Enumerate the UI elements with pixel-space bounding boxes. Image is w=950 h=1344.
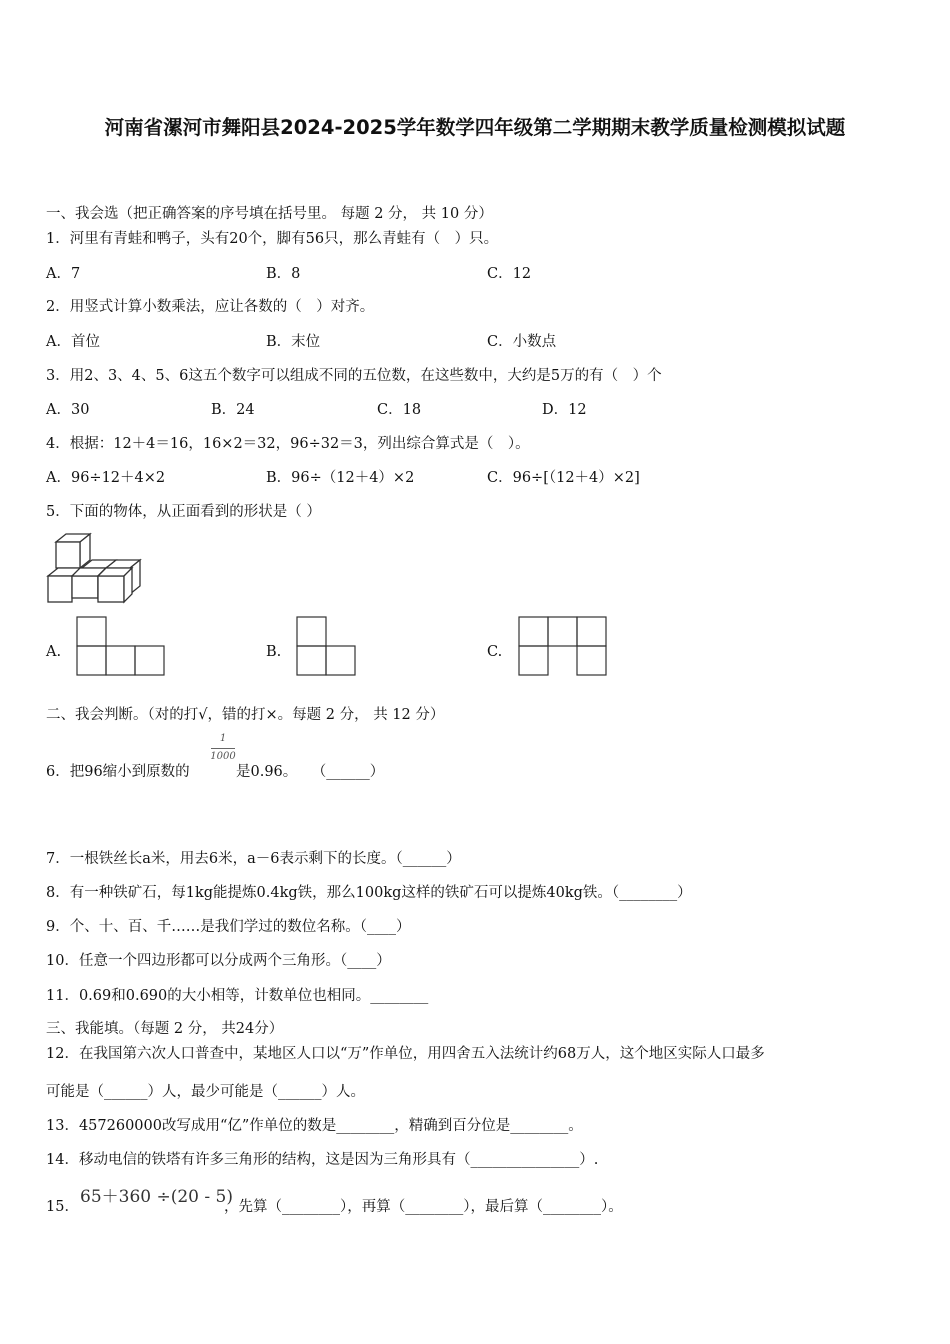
q3-option-c: C．18 bbox=[377, 402, 422, 418]
question-12-line-1: 12．在我国第六次人口普查中，某地区人口以“万”作单位，用四舍五入法统计约68万人，这个地区实际人口最多 bbox=[46, 1046, 765, 1062]
section-3-header: 三、我能填。（每题 2 分， 共24分） bbox=[46, 1021, 284, 1037]
question-13: 13．457260000改写成用“亿”作单位的数是________，精确到百分位是________。 bbox=[46, 1118, 583, 1134]
question-5: 5．下面的物体，从正面看到的形状是（ ） bbox=[46, 504, 321, 520]
question-2: 2．用竖式计算小数乘法，应让各数的（ ）对齐。 bbox=[46, 299, 375, 315]
question-15-rest: ，先算（________），再算（________），最后算（________）。 bbox=[224, 1199, 623, 1215]
q2-option-a: A．首位 bbox=[46, 334, 100, 350]
section-1-header: 一、我会选（把正确答案的序号填在括号里。 每题 2 分， 共 10 分） bbox=[46, 206, 493, 222]
section-2-header: 二、我会判断。（对的打√，错的打×。每题 2 分， 共 12 分） bbox=[46, 707, 445, 723]
page-title: 河南省漯河市舞阳县2024-2025学年数学四年级第二学期期末教学质量检测模拟试题 bbox=[104, 116, 846, 139]
q5-shape-b bbox=[296, 616, 358, 678]
question-15-expression: 65＋360 ÷(20 - 5) bbox=[80, 1187, 233, 1207]
q4-option-a: A．96÷12＋4×2 bbox=[46, 470, 166, 486]
question-9: 9．个、十、百、千……是我们学过的数位名称。（____） bbox=[46, 919, 411, 935]
question-14: 14．移动电信的铁塔有许多三角形的结构，这是因为三角形具有（_______________）. bbox=[46, 1152, 599, 1168]
question-6-prefix: 6．把96缩小到原数的 bbox=[46, 764, 190, 780]
q1-option-c: C．12 bbox=[487, 266, 532, 282]
question-7: 7．一根铁丝长a米，用去6米，a－6表示剩下的长度。（______） bbox=[46, 851, 461, 867]
q4-option-c: C．96÷[（12＋4）×2] bbox=[487, 470, 640, 486]
q2-option-b: B．末位 bbox=[266, 334, 321, 350]
q3-option-b: B．24 bbox=[211, 402, 255, 418]
question-4: 4．根据：12＋4＝16，16×2＝32，96÷32＝3，列出综合算式是（ ）。 bbox=[46, 436, 530, 452]
q5-option-c: C. bbox=[487, 644, 503, 660]
question-10: 10．任意一个四边形都可以分成两个三角形。（____） bbox=[46, 953, 391, 969]
fraction-numerator: 1 bbox=[219, 733, 227, 744]
question-6-suffix: 是0.96。 （______） bbox=[236, 764, 385, 780]
question-3: 3．用2、3、4、5、6这五个数字可以组成不同的五位数，在这些数中，大约是5万的有（ ）个 bbox=[46, 368, 662, 384]
q1-option-b: B．8 bbox=[266, 266, 301, 282]
q5-shape-c bbox=[518, 616, 608, 678]
question-15-number: 15． bbox=[46, 1199, 79, 1215]
q5-option-a: A. bbox=[46, 644, 62, 660]
q5-shape-a bbox=[76, 616, 166, 678]
fraction-denominator: 1000 bbox=[210, 751, 236, 762]
q5-option-b: B. bbox=[266, 644, 282, 660]
q3-option-a: A．30 bbox=[46, 402, 90, 418]
cube-stack-figure bbox=[46, 532, 146, 607]
q2-option-c: C．小数点 bbox=[487, 334, 557, 350]
q4-option-b: B．96÷（12＋4）×2 bbox=[266, 470, 415, 486]
fraction-bar bbox=[211, 748, 235, 749]
question-12-line-2: 可能是（______）人，最少可能是（______）人。 bbox=[46, 1084, 365, 1100]
question-11: 11．0.69和0.690的大小相等，计数单位也相同。________ bbox=[46, 988, 429, 1004]
q1-option-a: A．7 bbox=[46, 266, 81, 282]
question-1: 1．河里有青蛙和鸭子，头有20个，脚有56只，那么青蛙有（ ）只。 bbox=[46, 231, 499, 247]
q3-option-d: D．12 bbox=[542, 402, 587, 418]
question-8: 8．有一种铁矿石，每1kg能提炼0.4kg铁，那么100kg这样的铁矿石可以提炼40kg铁。（________） bbox=[46, 885, 692, 901]
